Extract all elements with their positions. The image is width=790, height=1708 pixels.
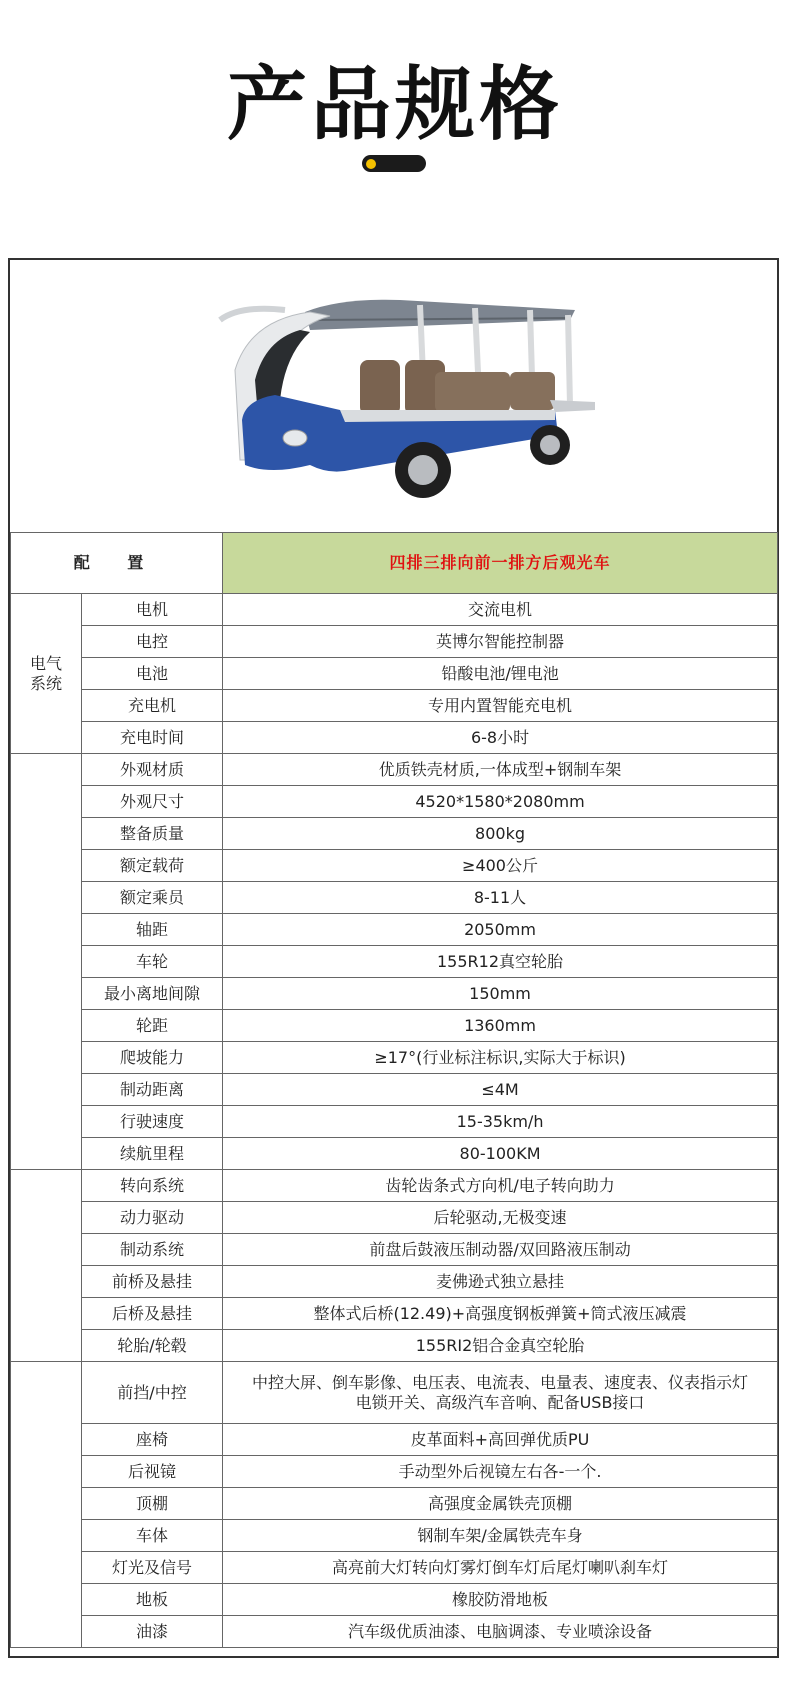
spec-value: 15-35km/h: [223, 1106, 778, 1138]
spec-name: 额定载荷: [82, 850, 223, 882]
spec-name: 电控: [82, 626, 223, 658]
table-row: [11, 1042, 778, 1074]
spec-name: 动力驱动: [82, 1202, 223, 1234]
table-row: [11, 594, 778, 626]
table-row: [11, 1266, 778, 1298]
table-row: [11, 818, 778, 850]
spec-value: 8-11人: [223, 882, 778, 914]
group-label: [11, 1170, 82, 1362]
config-label: 配 置: [11, 533, 223, 594]
spec-value: 6-8小时: [223, 722, 778, 754]
table-row: [11, 1298, 778, 1330]
spec-name: 电池: [82, 658, 223, 690]
spec-name: 外观尺寸: [82, 786, 223, 818]
spec-value: 4520*1580*2080mm: [223, 786, 778, 818]
spec-value: ≥400公斤: [223, 850, 778, 882]
spec-name: 地板: [82, 1584, 223, 1616]
spec-name: 座椅: [82, 1424, 223, 1456]
spec-name: 行驶速度: [82, 1106, 223, 1138]
table-row: [11, 754, 778, 786]
table-row: [11, 882, 778, 914]
spec-name: 油漆: [82, 1616, 223, 1648]
table-row: [11, 1456, 778, 1488]
title-underline-bar: [362, 155, 426, 172]
table-row: [11, 914, 778, 946]
table-row: [11, 1138, 778, 1170]
spec-name: 轮距: [82, 1010, 223, 1042]
table-row: [11, 1552, 778, 1584]
table-row: [11, 690, 778, 722]
table-row: [11, 658, 778, 690]
spec-value: 155R12真空轮胎: [223, 946, 778, 978]
spec-name: 后桥及悬挂: [82, 1298, 223, 1330]
spec-name: 车体: [82, 1520, 223, 1552]
spec-name: 轮胎/轮毂: [82, 1330, 223, 1362]
table-row: [11, 1330, 778, 1362]
table-row: [11, 722, 778, 754]
table-row: [11, 1488, 778, 1520]
table-row: [11, 1234, 778, 1266]
spec-name: 续航里程: [82, 1138, 223, 1170]
spec-value: 手动型外后视镜左右各-一个.: [223, 1456, 778, 1488]
table-row: [11, 1520, 778, 1552]
table-row: [11, 978, 778, 1010]
spec-value: 150mm: [223, 978, 778, 1010]
page-title: 产品规格: [227, 58, 563, 151]
spec-name: 前挡/中控: [82, 1362, 223, 1424]
spec-value: 英博尔智能控制器: [223, 626, 778, 658]
spec-name: 充电时间: [82, 722, 223, 754]
spec-value: 麦佛逊式独立悬挂: [223, 1266, 778, 1298]
spec-value: 汽车级优质油漆、电脑调漆、专业喷涂设备: [223, 1616, 778, 1648]
table-row: [11, 786, 778, 818]
spec-name: 前桥及悬挂: [82, 1266, 223, 1298]
spec-value: 整体式后桥(12.49)+高强度钢板弹簧+筒式液压减震: [223, 1298, 778, 1330]
spec-name: 顶棚: [82, 1488, 223, 1520]
table-row: [11, 1424, 778, 1456]
table-row: [11, 946, 778, 978]
table-row: [11, 1170, 778, 1202]
spec-name: 外观材质: [82, 754, 223, 786]
spec-value: 前盘后鼓液压制动器/双回路液压制动: [223, 1234, 778, 1266]
spec-value: 专用内置智能充电机: [223, 690, 778, 722]
spec-name: 整备质量: [82, 818, 223, 850]
spec-name: 转向系统: [82, 1170, 223, 1202]
sightseeing-car-illustration: [10, 260, 777, 532]
spec-value: 1360mm: [223, 1010, 778, 1042]
table-row: [11, 1616, 778, 1648]
product-image: [10, 260, 777, 533]
spec-value: 中控大屏、倒车影像、电压表、电流表、电量表、速度表、仪表指示灯 电锁开关、高级汽车音响、配备USB接口: [223, 1362, 778, 1424]
table-row: [11, 1362, 778, 1424]
spec-value: 交流电机: [223, 594, 778, 626]
spec-value: 高亮前大灯转向灯雾灯倒车灯后尾灯喇叭刹车灯: [223, 1552, 778, 1584]
spec-header-row: [11, 533, 778, 594]
table-row: [11, 1584, 778, 1616]
spec-name: 额定乘员: [82, 882, 223, 914]
spec-name: 爬坡能力: [82, 1042, 223, 1074]
spec-value: 2050mm: [223, 914, 778, 946]
spec-name: 电机: [82, 594, 223, 626]
group-label: [11, 754, 82, 1170]
spec-name: 充电机: [82, 690, 223, 722]
spec-value: 80-100KM: [223, 1138, 778, 1170]
spec-name: 轴距: [82, 914, 223, 946]
spec-name: 车轮: [82, 946, 223, 978]
spec-name: 后视镜: [82, 1456, 223, 1488]
table-row: [11, 1074, 778, 1106]
spec-sheet: [8, 258, 779, 1658]
spec-value: 155RI2铝合金真空轮胎: [223, 1330, 778, 1362]
spec-value: ≤4M: [223, 1074, 778, 1106]
spec-name: 最小离地间隙: [82, 978, 223, 1010]
spec-value: 橡胶防滑地板: [223, 1584, 778, 1616]
spec-value: ≥17°(行业标注标识,实际大于标识): [223, 1042, 778, 1074]
spec-value: 钢制车架/金属铁壳车身: [223, 1520, 778, 1552]
spec-value: 皮革面料+高回弹优质PU: [223, 1424, 778, 1456]
table-row: [11, 626, 778, 658]
spec-value: 齿轮齿条式方向机/电子转向助力: [223, 1170, 778, 1202]
table-row: [11, 1010, 778, 1042]
spec-value: 后轮驱动,无极变速: [223, 1202, 778, 1234]
accent-dot: [366, 159, 376, 169]
group-label: [11, 1362, 82, 1648]
spec-name: 制动距离: [82, 1074, 223, 1106]
group-label: 电气 系统: [11, 594, 82, 754]
spec-name: 灯光及信号: [82, 1552, 223, 1584]
model-name: 四排三排向前一排方后观光车: [223, 533, 778, 594]
spec-table: [10, 532, 778, 1648]
table-row: [11, 1202, 778, 1234]
spec-name: 制动系统: [82, 1234, 223, 1266]
table-row: [11, 850, 778, 882]
spec-value: 800kg: [223, 818, 778, 850]
spec-value: 铅酸电池/锂电池: [223, 658, 778, 690]
table-row: [11, 1106, 778, 1138]
spec-value: 优质铁壳材质,一体成型+钢制车架: [223, 754, 778, 786]
spec-value: 高强度金属铁壳顶棚: [223, 1488, 778, 1520]
